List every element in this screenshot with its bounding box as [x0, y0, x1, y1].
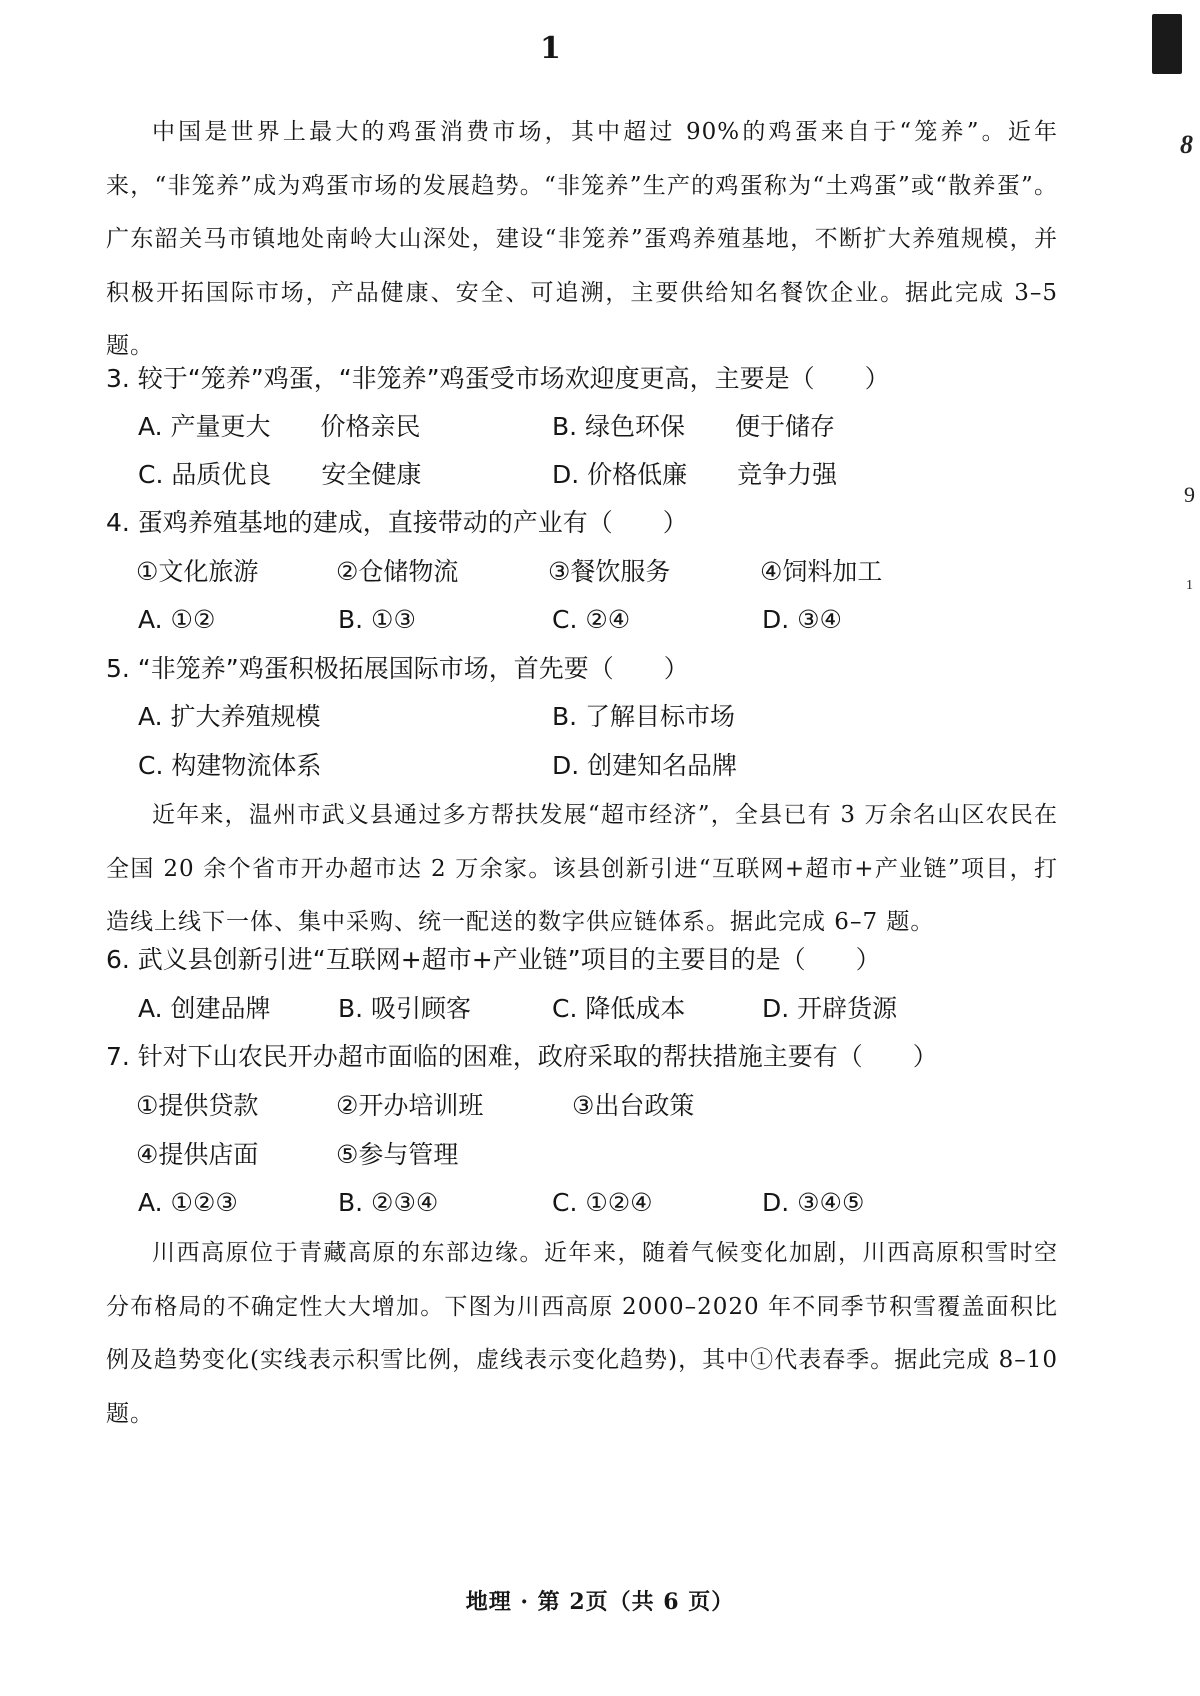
question-4-item-1: ①文化旅游 — [136, 557, 259, 586]
question-6-option-d[interactable]: D. 开辟货源 — [762, 994, 898, 1023]
question-3-option-c[interactable]: C. 品质优良 安全健康 — [138, 460, 422, 489]
question-7-item-4: ④提供店面 — [136, 1140, 259, 1169]
question-7-option-c[interactable]: C. ①②④ — [552, 1188, 653, 1217]
passage-eggs: 中国是世界上最大的鸡蛋消费市场，其中超过 90%的鸡蛋来自于“笼养”。近年来，“非笼养”成为鸡蛋市场的发展趋势。“非笼养”生产的鸡蛋称为“土鸡蛋”或“散养蛋”。广东韶关马市镇地处南岭大山深处，建设“非笼养”蛋鸡养殖基地，不断扩大养殖规模，并积极开拓国际市场，产品健康、安全、可追溯，主要供给知名餐饮企业。据此完成 3–5 题。 — [106, 119, 1058, 359]
question-5-option-d[interactable]: D. 创建知名品牌 — [552, 751, 738, 780]
question-3-option-b[interactable]: B. 绿色环保 便于储存 — [552, 412, 836, 441]
binding-tab — [1152, 14, 1182, 74]
question-3-option-d[interactable]: D. 价格低廉 竞争力强 — [552, 460, 838, 489]
question-3-option-a[interactable]: A. 产量更大 价格亲民 — [138, 412, 421, 441]
question-4-item-4: ④饲料加工 — [760, 557, 883, 586]
question-3-stem: 3. 较于“笼养”鸡蛋，“非笼养”鸡蛋受市场欢迎度更高，主要是（ ） — [106, 364, 890, 393]
question-7-option-b[interactable]: B. ②③④ — [338, 1188, 439, 1217]
question-4-item-2: ②仓储物流 — [336, 557, 459, 586]
question-6-option-b[interactable]: B. 吸引顾客 — [338, 994, 472, 1023]
edge-char-3: 1 — [1186, 578, 1193, 593]
question-7-option-d[interactable]: D. ③④⑤ — [762, 1188, 865, 1217]
question-4-option-d[interactable]: D. ③④ — [762, 605, 842, 634]
question-4-option-a[interactable]: A. ①② — [138, 605, 216, 634]
question-5-option-c[interactable]: C. 构建物流体系 — [138, 751, 322, 780]
edge-char-2: 9 — [1184, 482, 1195, 507]
question-7-option-a[interactable]: A. ①②③ — [138, 1188, 238, 1217]
question-6-option-a[interactable]: A. 创建品牌 — [138, 994, 271, 1023]
question-7-item-2: ②开办培训班 — [336, 1091, 484, 1120]
question-6-stem: 6. 武义县创新引进“互联网+超市+产业链”项目的主要目的是（ ） — [106, 945, 881, 974]
edge-char-1: 8 — [1180, 130, 1193, 159]
question-5-option-b[interactable]: B. 了解目标市场 — [552, 702, 736, 731]
question-5-stem: 5. “非笼养”鸡蛋积极拓展国际市场，首先要（ ） — [106, 654, 689, 683]
question-6-option-c[interactable]: C. 降低成本 — [552, 994, 686, 1023]
question-5-option-a[interactable]: A. 扩大养殖规模 — [138, 702, 321, 731]
passage-supermarket: 近年来，温州市武义县通过多方帮扶发展“超市经济”，全县已有 3 万余名山区农民在全国 20 余个省市开办超市达 2 万余家。该县创新引进“互联网+超市+产业链”项目，打造线上线下一体、集中采购、统一配送的数字供应链体系。据此完成 6–7 题。 — [106, 802, 1058, 935]
question-4-option-b[interactable]: B. ①③ — [338, 605, 416, 634]
question-4-item-3: ③餐饮服务 — [548, 557, 671, 586]
page-top-mark: 1 — [540, 31, 561, 66]
question-7-stem: 7. 针对下山农民开办超市面临的困难，政府采取的帮扶措施主要有（ ） — [106, 1042, 938, 1071]
passage-snow-cover: 川西高原位于青藏高原的东部边缘。近年来，随着气候变化加剧，川西高原积雪时空分布格局的不确定性大大增加。下图为川西高原 2000–2020 年不同季节积雪覆盖面积比例及趋势变化(实线表示积雪比例，虚线表示变化趋势)，其中①代表春季。据此完成 8–10 题。 — [106, 1240, 1058, 1427]
question-7-item-5: ⑤参与管理 — [336, 1140, 459, 1169]
question-4-option-c[interactable]: C. ②④ — [552, 605, 631, 634]
question-4-stem: 4. 蛋鸡养殖基地的建成，直接带动的产业有（ ） — [106, 508, 688, 537]
question-7-item-1: ①提供贷款 — [136, 1091, 259, 1120]
question-7-item-3: ③出台政策 — [572, 1091, 695, 1120]
page-footer: 地理 · 第 2页（共 6 页） — [465, 1589, 735, 1615]
